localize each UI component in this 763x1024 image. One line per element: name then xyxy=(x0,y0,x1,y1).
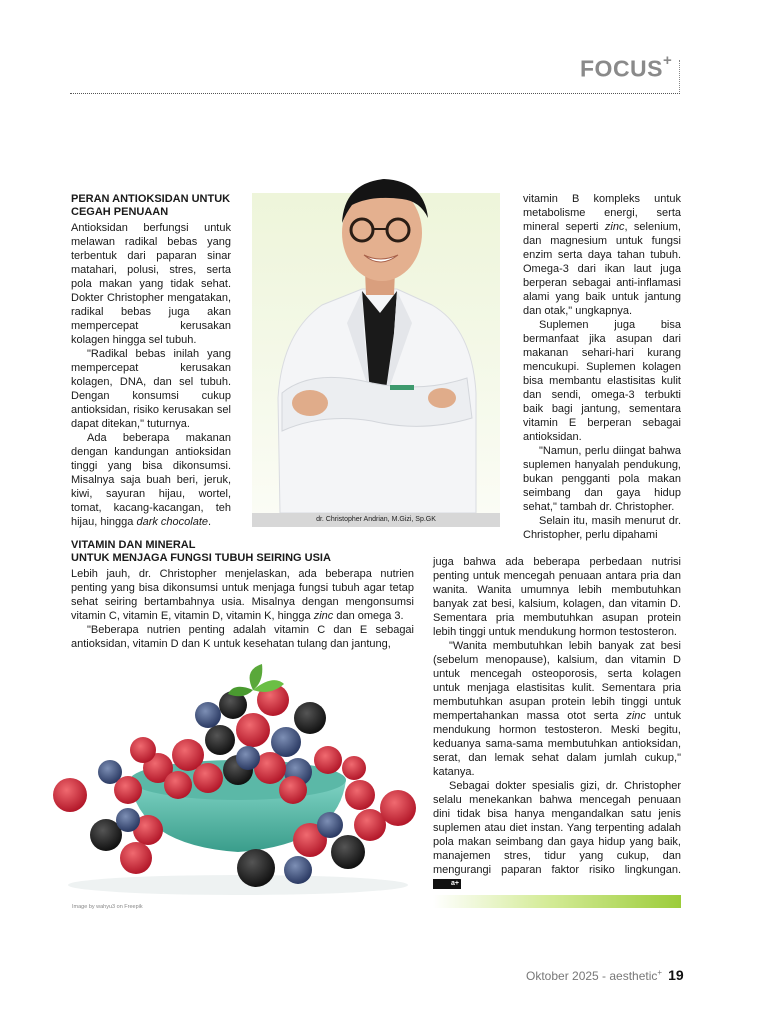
column-4 xyxy=(433,555,681,891)
doctor-photo xyxy=(252,193,500,513)
photo-caption: dr. Christopher Andrian, M.Gizi, Sp.GK xyxy=(252,513,500,527)
paragraph: Suplemen juga bisa bermanfaat jika asupan dari makanan sehari-hari kurang mencukupi. Suplemen kolagen bisa membantu elastisitas kulit dan sendi, omega-3 terbukti baik bagi jantung, sementara vitamin E berperan sebagai antioksidan. xyxy=(523,319,681,443)
paragraph: Antioksidan berfungsi untuk melawan radikal bebas yang terbentuk dari paparan sinar matahari, polusi, stres, serta pola makan yang tidak sehat. Dokter Christopher mengatakan, radikal bebas juga akan mempercepat kerusakan kolagen hingga sel tubuh. xyxy=(71,222,231,346)
paragraph: "Beberapa nutrien penting adalah vitamin C dan E sebagai antioksidan, vitamin D dan K untuk kesehatan tulang dan jantung, xyxy=(71,624,414,650)
image-credit: Image by wahyu3 on Freepik xyxy=(72,904,143,910)
issue-label: Oktober 2025 - aesthetic xyxy=(526,969,658,983)
magazine-section-brand: FOCUS+ xyxy=(580,52,673,82)
section-heading-vitamin: VITAMIN DAN MINERAL UNTUK MENJAGA FUNGSI TUBUH SEIRING USIA xyxy=(71,539,331,564)
end-of-article-mark: a+ xyxy=(433,879,461,889)
berries-bowl-image xyxy=(48,660,428,900)
column-1 xyxy=(71,193,231,529)
paragraph: Lebih jauh, dr. Christopher menjelaskan, ada beberapa nutrien penting yang bisa dikonsumsi untuk menjaga fungsi tubuh agar tetap sehat seiring bertambahnya usia. Misalnya dengan mengonsumsi vitamin C, vitamin E, vitamin D, vitamin K, hingga zinc dan omega 3. xyxy=(71,568,414,622)
section-heading-antioxidant: PERAN ANTIOKSIDAN UNTUK CEGAH PENUAAN xyxy=(71,193,231,218)
paragraph: "Radikal bebas inilah yang mempercepat kerusakan kolagen, DNA, dan sel tubuh. Dengan konsumsi cukup antioksidan, risiko kerusakan sel dapat ditekan," tuturnya. xyxy=(71,348,231,430)
column-3 xyxy=(523,192,681,542)
header-rule xyxy=(70,93,680,94)
paragraph: "Namun, perlu diingat bahwa suplemen hanyalah pendukung, bukan pengganti pola makan seimbang dan gaya hidup sehat," tambah dr. Christopher. xyxy=(523,445,681,513)
header-divider xyxy=(679,60,681,92)
paragraph: juga bahwa ada beberapa perbedaan nutrisi penting untuk mencegah penuaan antara pria dan wanita. Wanita umumnya lebih membutuhkan banyak zat besi, kalsium, kolagen, dan vitamin D. Sementara pria membutuhkan asupan protein lebih tinggi untuk mendukung hormon testosteron. xyxy=(433,556,681,638)
paragraph: Selain itu, masih menurut dr. Christopher, perlu dipahami xyxy=(523,515,681,541)
page-number: 19 xyxy=(668,967,684,983)
paragraph: Sebagai dokter spesialis gizi, dr. Christopher selalu menekankan bahwa mencegah penuaan dini tidak bisa hanya mengandalkan satu jenis suplemen atau diet instan. Yang terpenting adalah pola makan seimbang dan gaya hidup yang baik, manajemen stres, tidur yang cukup, dan mengurangi paparan faktor risiko lingkungan. a+ xyxy=(433,780,681,888)
paragraph: "Wanita membutuhkan lebih banyak zat besi (sebelum menopause), kalsium, dan vitamin D untuk mencegah osteoporosis, serta kolagen untuk menjaga elastisitas kulit. Sementara pria membutuhkan asupan protein lebih tinggi untuk mempertahankan massa otot serta zinc untuk mendukung hormon testosteron. Meski begitu, keduanya sama-sama membutuhkan antioksidan, serat, dan lemak sehat dalam jumlah cukup," katanya. xyxy=(433,640,681,778)
column-2 xyxy=(71,539,414,651)
page-footer: Oktober 2025 - aesthetic+ 19 xyxy=(526,967,684,983)
paragraph: vitamin B kompleks untuk metabolisme energi, serta mineral seperti zinc, selenium, dan magnesium untuk fungsi enzim serta daya tahan tubuh. Omega-3 dari ikan laut juga berperan sebagai anti-inflamasi alami yang baik untuk jantung dan otak," ungkapnya. xyxy=(523,193,681,317)
paragraph: Ada beberapa makanan dengan kandungan antioksidan tinggi yang bisa dikonsumsi. Misalnya saja buah beri, jeruk, kiwi, sayuran hijau, wortel, tomat, kacang-kacangan, teh hijau, hingga dark chocolate. xyxy=(71,432,231,528)
article-end-bar xyxy=(433,895,681,908)
